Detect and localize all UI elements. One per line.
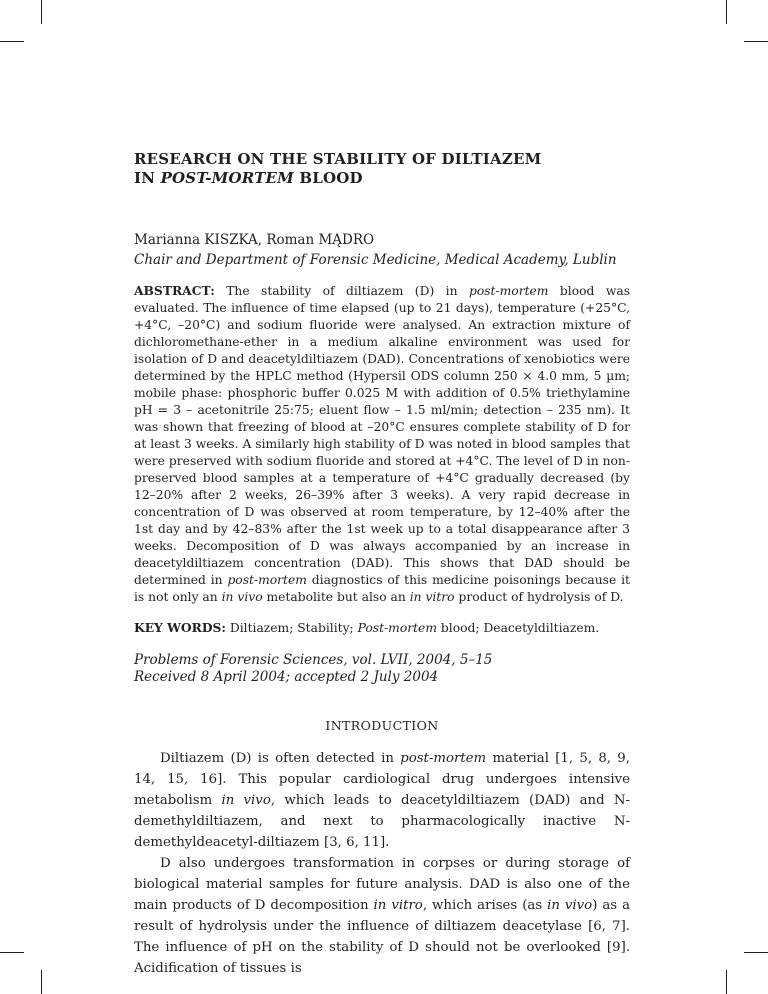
crop-mark-top-right-vertical: [726, 0, 727, 24]
paragraph-text: , which arises (as: [422, 898, 548, 913]
article-page: [134, 150, 630, 979]
abstract-italic: in vivo: [221, 590, 263, 604]
introduction-body: [134, 748, 630, 979]
citation: [134, 652, 630, 686]
abstract-text: metabolite but also an: [262, 590, 410, 604]
crop-mark-top-right-horizontal: [744, 41, 768, 42]
keywords-italic: Post-mortem: [357, 621, 437, 635]
abstract-text: blood was evaluated. The influence of time elapsed (up to 21 days), temperature (+25°C, +4°C, –20°C) and sodium fluoride were analysed. An extraction mixture of dichloromethane-ether in a medium alkaline environment was used for isolation of D and deacetyldiltiazem (DAD). Concentrations of xenobiotics were determined by the HPLC method (Hypersil ODS column 250 × 4.0 mm, 5 µm; mobile phase: phosphoric buffer 0.025 M with addition of 0.5% triethylamine pH = 3 – acetonitrile 25:75; eluent flow – 1.5 ml/min; detection – 235 nm). It was shown that freezing of blood at –20°C ensures complete stability of D for at least 3 weeks. A similarly high stability of D was noted in blood samples that were preserved with sodium fluoride and stored at +4°C. The level of D in non-preserved blood samples at a temperature of +4°C gradually decreased (by 12–20% after 2 weeks, 26–39% after 3 weeks). A very rapid decrease in concentration of D was observed at room temperature, by 12–40% after the 1st day and by 42–83% after the 1st week up to a total disappearance after 3 weeks. Decomposition of D was always accompanied by an increase in deacetyldiltiazem concentration (DAD). This shows that DAD should be determined in: [134, 284, 631, 587]
article-title: [134, 150, 630, 188]
crop-mark-bottom-right-vertical: [726, 970, 727, 994]
title-line-2-suffix: BLOOD: [293, 169, 363, 187]
affiliation: Chair and Department of Forensic Medicine, Medical Academy, Lublin: [134, 252, 617, 268]
keywords: [134, 619, 630, 637]
paragraph-text: Diltiazem (D) is often detected in: [160, 751, 401, 766]
introduction-paragraph-1: [134, 748, 630, 853]
paragraph-text: , which leads to deacetyldiltiazem (DAD) and N-demethyldiltiazem, and next to pharmacologically inactive N-demethyldeacetyl-diltiazem [3, 6, 11].: [134, 793, 630, 850]
abstract: [134, 282, 630, 606]
introduction-paragraph-2: [134, 853, 630, 979]
paragraph-text: D also undergoes transformation in corpses or during storage of biological material samples for future analysis. DAD is also one of the main products of D decomposition: [134, 856, 630, 913]
citation-journal: Problems of Forensic Sciences, vol. LVII, 2004, 5–15: [134, 652, 493, 668]
crop-mark-bottom-right-horizontal: [744, 952, 768, 953]
title-line-2-prefix: IN: [134, 169, 161, 187]
crop-mark-bottom-left-horizontal: [0, 952, 24, 953]
paragraph-italic: in vitro: [373, 898, 423, 913]
crop-mark-top-left-horizontal: [0, 41, 24, 42]
keywords-label: KEY WORDS:: [134, 620, 226, 635]
paragraph-text: material [1, 5, 8, 9, 14, 15, 16]. This popular cardiological drug undergoes intensive metabolism: [134, 751, 630, 808]
keywords-text: blood; Deacetyldiltiazem.: [437, 621, 600, 635]
citation-dates: Received 8 April 2004; accepted 2 July 2004: [134, 669, 439, 685]
paragraph-text: ) as a result of hydrolysis under the influence of diltiazem deacetylase [6, 7]. The influence of pH on the stability of D should not be overlooked [9]. Acidification of tissues is: [134, 898, 631, 976]
section-heading: INTRODUCTION: [325, 718, 439, 733]
abstract-label: ABSTRACT:: [134, 283, 215, 298]
abstract-text: The stability of diltiazem (D) in: [214, 284, 469, 298]
abstract-italic: post-mortem: [468, 284, 549, 298]
paragraph-italic: in vivo: [547, 898, 593, 913]
keywords-text: Diltiazem; Stability;: [225, 621, 358, 635]
crop-mark-top-left-vertical: [41, 0, 42, 24]
title-line-2-italic: POST-MORTEM: [160, 169, 294, 187]
title-line-1: RESEARCH ON THE STABILITY OF DILTIAZEM: [134, 150, 542, 168]
authors: Marianna KISZKA, Roman MĄDRO: [134, 232, 375, 248]
crop-mark-bottom-left-vertical: [41, 970, 42, 994]
abstract-text: product of hydrolysis of D.: [454, 590, 624, 604]
paragraph-italic: post-mortem: [400, 751, 487, 766]
abstract-italic: post-mortem: [227, 573, 307, 587]
abstract-italic: in vitro: [409, 590, 455, 604]
abstract-text: diagnostics of this medicine poisonings because it is not only an: [134, 573, 630, 604]
paragraph-italic: in vivo: [221, 793, 271, 808]
